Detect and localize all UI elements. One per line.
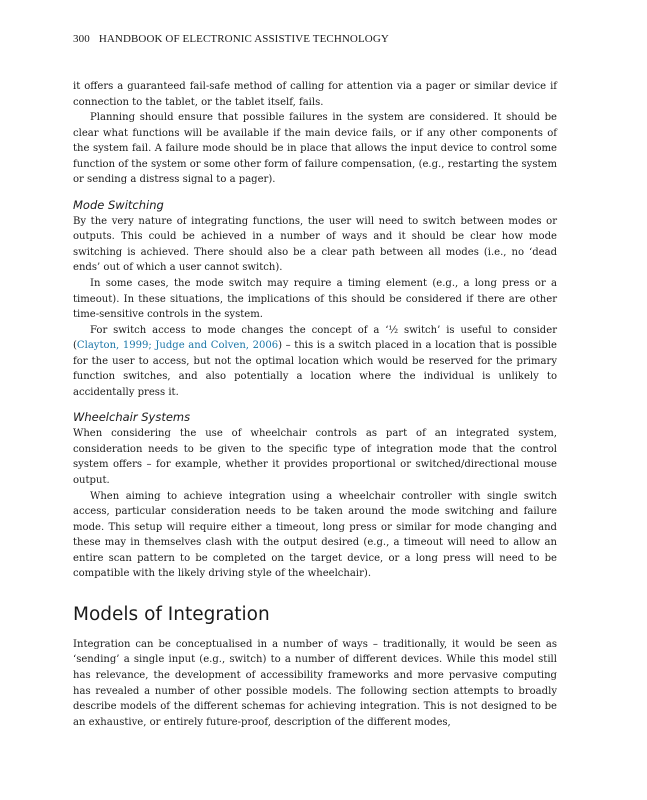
paragraph-mode-switching-1: By the very nature of integrating functions, the user will need to switch between modes or outputs. This could be achieved in a number of ways and it should be clear how mode switching is achieved. There should also be a clear path between all modes (i.e., no ‘dead ends’ out of which a user cannot switch). xyxy=(73,215,557,274)
running-header xyxy=(73,31,557,47)
paragraph-failsafe-continued: it offers a guaranteed fail-safe method of calling for attention via a pager or similar device if connection to the tablet, or the tablet itself, fails. xyxy=(73,81,557,108)
paragraph-mode-switching-2: In some cases, the mode switch may require a timing element (e.g., a long press or a timeout). In these situations, the implications of this should be considered if there are other time-sensitive controls in the system. xyxy=(73,278,557,321)
page xyxy=(73,31,557,730)
running-title: HANDBOOK OF ELECTRONIC ASSISTIVE TECHNOLOGY xyxy=(98,33,389,45)
half-switch-text-end: ) – this is a switch placed in a location that is possible for the user to access, but not the optimal location which would be reserved for the primary function switches, and also potentially a location where the individual is unlikely to accidentally press it. xyxy=(73,340,557,398)
section-heading-models-of-integration: Models of Integration xyxy=(73,603,270,625)
page-number: 300 xyxy=(73,33,90,45)
paragraph-models-1: Integration can be conceptualised in a number of ways – traditionally, it would be seen as ‘sending’ a single input (e.g., switch) to a number of different devices. While this model still has relevance, the development of accessibility frameworks and more pervasive computing has revealed a number of other possible models. The following section attempts to broadly describe models of the different schemas for achieving integration. This is not designed to be an exhaustive, or entirely future-proof, description of the different modes, xyxy=(73,638,557,728)
page-content xyxy=(73,79,557,730)
half-switch-text-start: For switch access to mode changes the concept of a ‘½ switch’ is useful to consider ( xyxy=(73,324,557,352)
subheading-mode-switching: Mode Switching xyxy=(73,197,164,212)
citation-link[interactable]: Clayton, 1999; Judge and Colven, 2006 xyxy=(76,340,279,352)
paragraph-mode-switching-3 xyxy=(73,323,557,401)
paragraph-wheelchair-1: When considering the use of wheelchair controls as part of an integrated system, consideration needs to be given to the specific type of integration mode that the control system offers – for example, whether it provides proportional or switched/directional mouse output. xyxy=(73,428,557,487)
paragraph-planning: Planning should ensure that possible failures in the system are considered. It should be clear what functions will be available if the main device fails, or if any other components of the system fail. A failure mode should be in place that allows the input device to control some function of the system or some other form of failure compensation, (e.g., restarting the system or sending a distress signal to a pager). xyxy=(73,112,557,186)
paragraph-wheelchair-2: When aiming to achieve integration using a wheelchair controller with single switch access, particular consideration needs to be taken around the mode switching and failure mode. This setup will require either a timeout, long press or similar for mode changing and these may in themselves clash with the output desired (e.g., a timeout will need to allow an entire scan pattern to be completed on the target device, or a long press will need to be compatible with the likely driving style of the wheelchair). xyxy=(73,490,557,580)
subheading-wheelchair-systems: Wheelchair Systems xyxy=(73,410,191,425)
